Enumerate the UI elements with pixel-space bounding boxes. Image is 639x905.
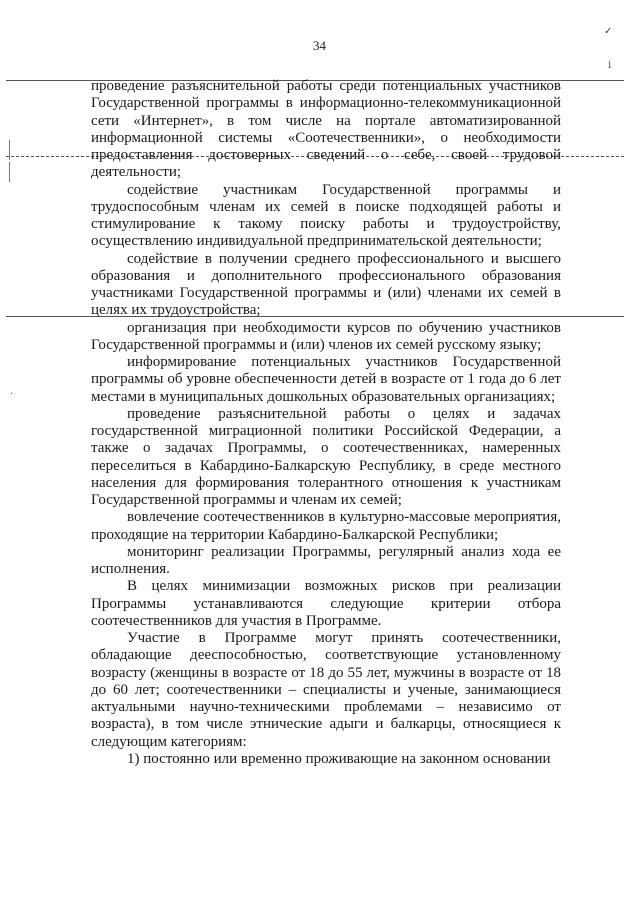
paragraph: проведение разъяснительной работы о целях и задачах государственной миграционной политики Российской Федерации, а также о задачах Программы, о соотечественниках, намеренных переселиться в Кабардино-Балкарскую Республику, в среде местного населения для формирования толерантного отношения к участникам Государственной программы и членам их семей; <box>91 405 561 508</box>
scan-mark: ⅰ <box>608 60 612 71</box>
margin-tick <box>9 162 10 182</box>
paragraph: содействие в получении среднего профессионального и высшего образования и дополнительного профессионального образования участниками Государственной программы и (или) членами их семей в целях их трудоустройства; <box>91 250 561 319</box>
paragraph: 1) постоянно или временно проживающие на законном основании <box>127 750 551 767</box>
paragraph: содействие участникам Государственной программы и трудоспособным членам их семей в поиске подходящей работы и стимулирование к такому поиску работы и трудоустройству, осуществлению индивидуальной предпринимательской деятельности; <box>91 181 561 250</box>
document-body <box>91 78 561 768</box>
margin-tick <box>9 140 10 160</box>
scan-mark: ✓ <box>604 26 613 37</box>
paragraph: проведение разъяснительной работы среди потенциальных участников Государственной программы в информационно-телекоммуникационной сети «Интернет», в том числе на портале автоматизированной информационной системы «Соотечественники», о необходимости предоставления достоверных сведений о себе, своей трудовой деятельности; <box>91 78 561 181</box>
paragraph: вовлечение соотечественников в культурно-массовые мероприятия, проходящие на территории Кабардино-Балкарской Республики; <box>91 509 561 543</box>
page-number: 34 <box>313 38 326 53</box>
scan-mark: · <box>10 389 14 400</box>
paragraph: В целях минимизации возможных рисков при реализации Программы устанавливаются следующие критерии отбора соотечественников для участия в Программе. <box>91 578 561 629</box>
paragraph: информирование потенциальных участников Государственной программы об уровне обеспеченности детей в возрасте от 1 года до 6 лет местами в муниципальных дошкольных образовательных организациях; <box>91 354 561 405</box>
paragraph: организация при необходимости курсов по обучению участников Государственной программы и (или) членов их семей русскому языку; <box>91 319 561 353</box>
paragraph: Участие в Программе могут принять соотечественники, обладающие дееспособностью, соответствующие установленному возрасту (женщины в возрасте от 18 до 55 лет, мужчины в возрасте от 18 до 60 лет; соотечественники – специалисты и ученые, занимающиеся актуальными научно-техническими проблемами – независимо от возраста), в том числе этнические адыги и балкарцы, относящиеся к следующим категориям: <box>91 630 561 750</box>
paragraph: мониторинг реализации Программы, регулярный анализ хода ее исполнения. <box>91 543 561 577</box>
